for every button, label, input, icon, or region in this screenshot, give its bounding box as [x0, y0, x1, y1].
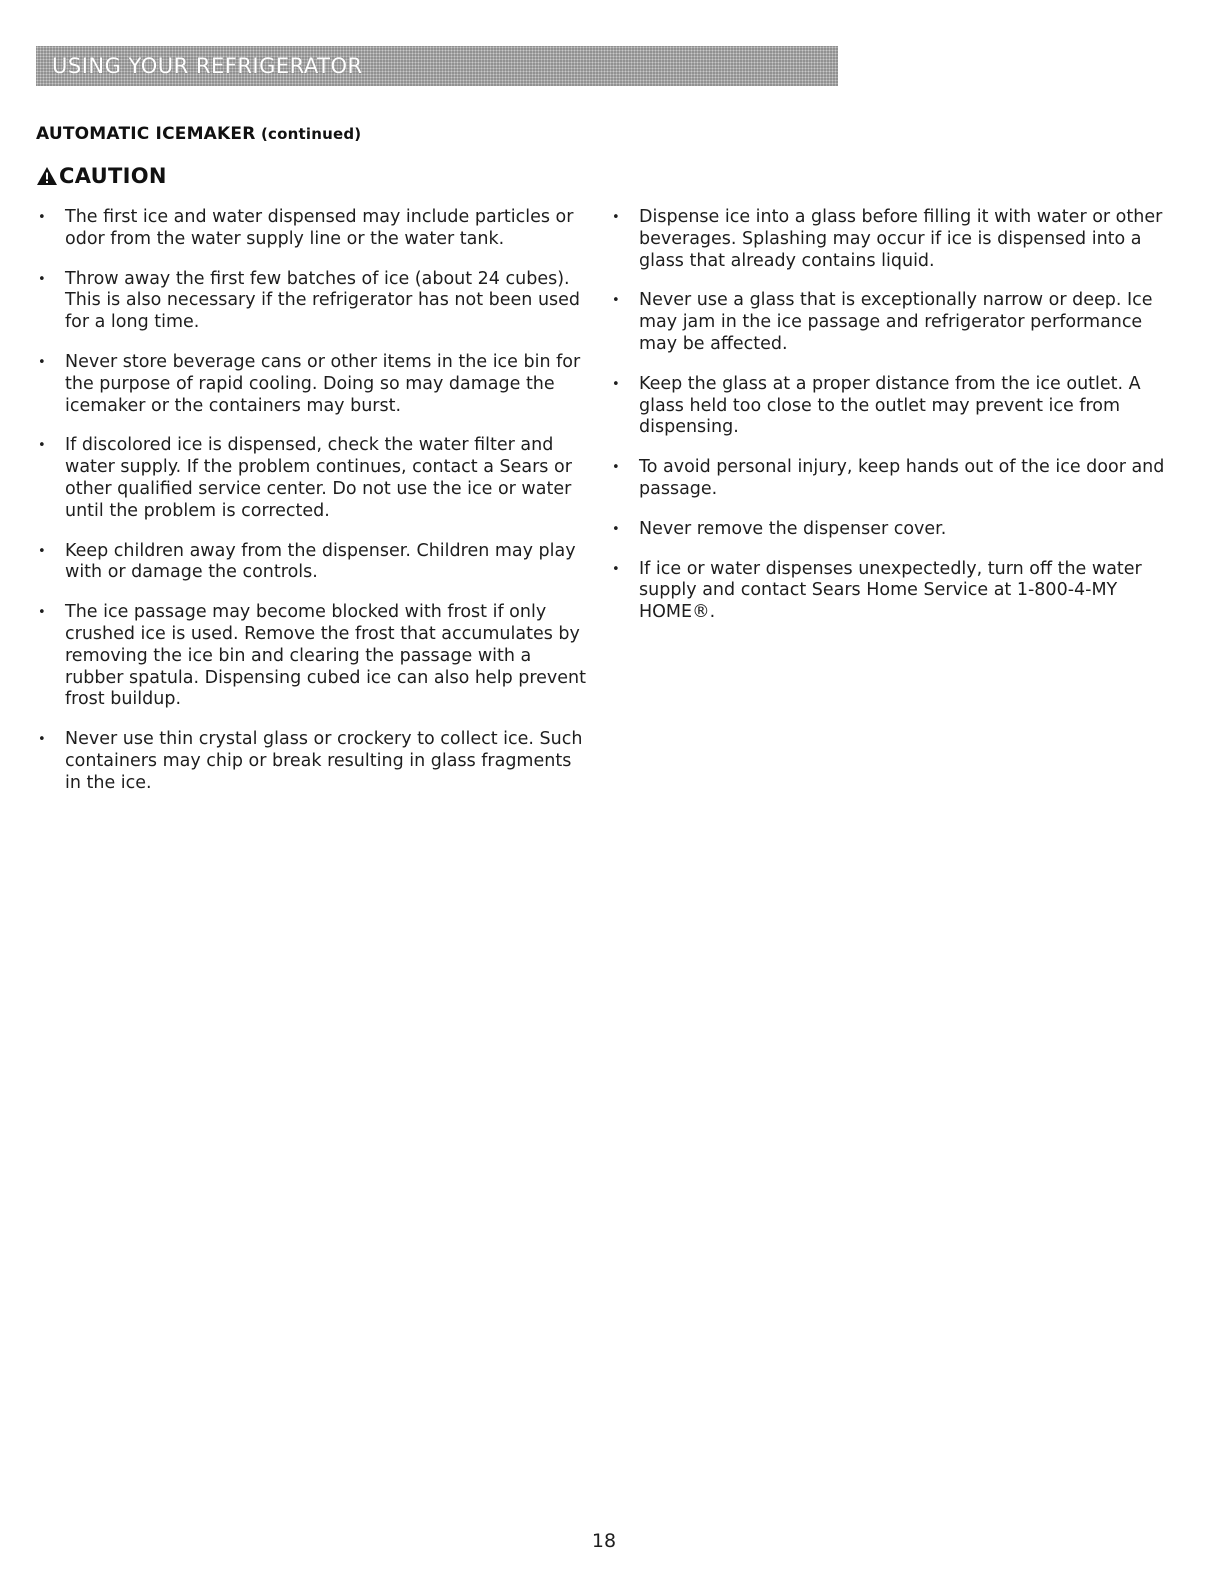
list-item	[610, 374, 1170, 439]
list-item-text: Never use thin crystal glass or crockery to collect ice. Such containers may chip or break resulting in glass fragments in the ice.	[65, 729, 583, 793]
list-item	[36, 541, 588, 585]
list-item	[36, 602, 588, 711]
list-item-text: Keep the glass at a proper distance from the ice outlet. A glass held too close to the outlet may prevent ice from dispensing.	[639, 373, 1141, 438]
list-item	[610, 290, 1170, 355]
bullet-icon: •	[612, 521, 620, 537]
list-item-text: Keep children away from the dispenser. Children may play with or damage the controls.	[65, 540, 576, 583]
list-item	[610, 457, 1170, 501]
caution-label: CAUTION	[59, 164, 167, 188]
bullet-icon: •	[612, 210, 620, 225]
left-bullet-list	[36, 207, 588, 813]
list-item-text: Dispense ice into a glass before filling it with water or other beverages. Splashing may occur if ice is dispensed into a glass that already contains liquid.	[639, 207, 1163, 271]
list-item-text: The first ice and water dispensed may include particles or odor from the water supply line or the water tank.	[65, 207, 574, 249]
list-item-text: If discolored ice is dispensed, check the water filter and water supply. If the problem continues, contact a Sears or other qualified service center. Do not use the ice or water until the problem is corrected.	[65, 435, 572, 521]
bullet-icon: •	[38, 271, 46, 287]
section-continued: (continued)	[255, 125, 362, 143]
list-item	[610, 207, 1170, 272]
list-item-text: The ice passage may become blocked with frost if only crushed ice is used. Remove the frost that accumulates by removing the ice bin and clearing the passage with a rubber spatula. Dispensing cubed ice can also help prevent frost buildup.	[65, 602, 587, 710]
warning-triangle-icon	[36, 166, 58, 186]
right-bullet-list	[610, 207, 1170, 642]
list-item-text: If ice or water dispenses unexpectedly, turn off the water supply and contact Sears Home Service at 1-800-4-MY HOME®.	[639, 558, 1142, 623]
list-item-text: Never store beverage cans or other items in the ice bin for the purpose of rapid cooling. Doing so may damage the icemaker or the containers may burst.	[65, 351, 581, 416]
bullet-icon: •	[38, 438, 46, 454]
list-item-text: Never use a glass that is exceptionally narrow or deep. Ice may jam in the ice passage and refrigerator performance may be affected.	[639, 290, 1153, 354]
bullet-icon: •	[612, 460, 620, 476]
list-item-text: To avoid personal injury, keep hands out of the ice door and passage.	[639, 457, 1165, 499]
list-item-text: Throw away the first few batches of ice (about 24 cubes). This is also necessary if the refrigerator has not been used for a long time.	[65, 268, 581, 333]
bullet-icon: •	[612, 376, 620, 392]
list-item	[610, 559, 1170, 624]
bullet-icon: •	[38, 354, 46, 370]
bullet-icon: •	[612, 293, 620, 309]
list-item	[36, 352, 588, 417]
bullet-icon: •	[38, 543, 46, 559]
bullet-icon: •	[38, 732, 46, 748]
list-item	[36, 729, 588, 794]
list-item	[36, 207, 588, 251]
list-item	[610, 519, 1170, 541]
banner-title: USING YOUR REFRIGERATOR	[52, 54, 363, 78]
list-item	[36, 269, 588, 334]
bullet-icon: •	[38, 605, 46, 621]
section-heading	[36, 124, 361, 144]
bullet-icon: •	[612, 561, 620, 577]
list-item	[36, 435, 588, 522]
bullet-icon: •	[38, 210, 46, 225]
list-item-text: Never remove the dispenser cover.	[639, 518, 947, 539]
section-banner	[36, 46, 838, 86]
caution-heading	[36, 164, 167, 188]
section-title: AUTOMATIC ICEMAKER	[36, 124, 256, 144]
page-number: 18	[591, 1530, 617, 1552]
